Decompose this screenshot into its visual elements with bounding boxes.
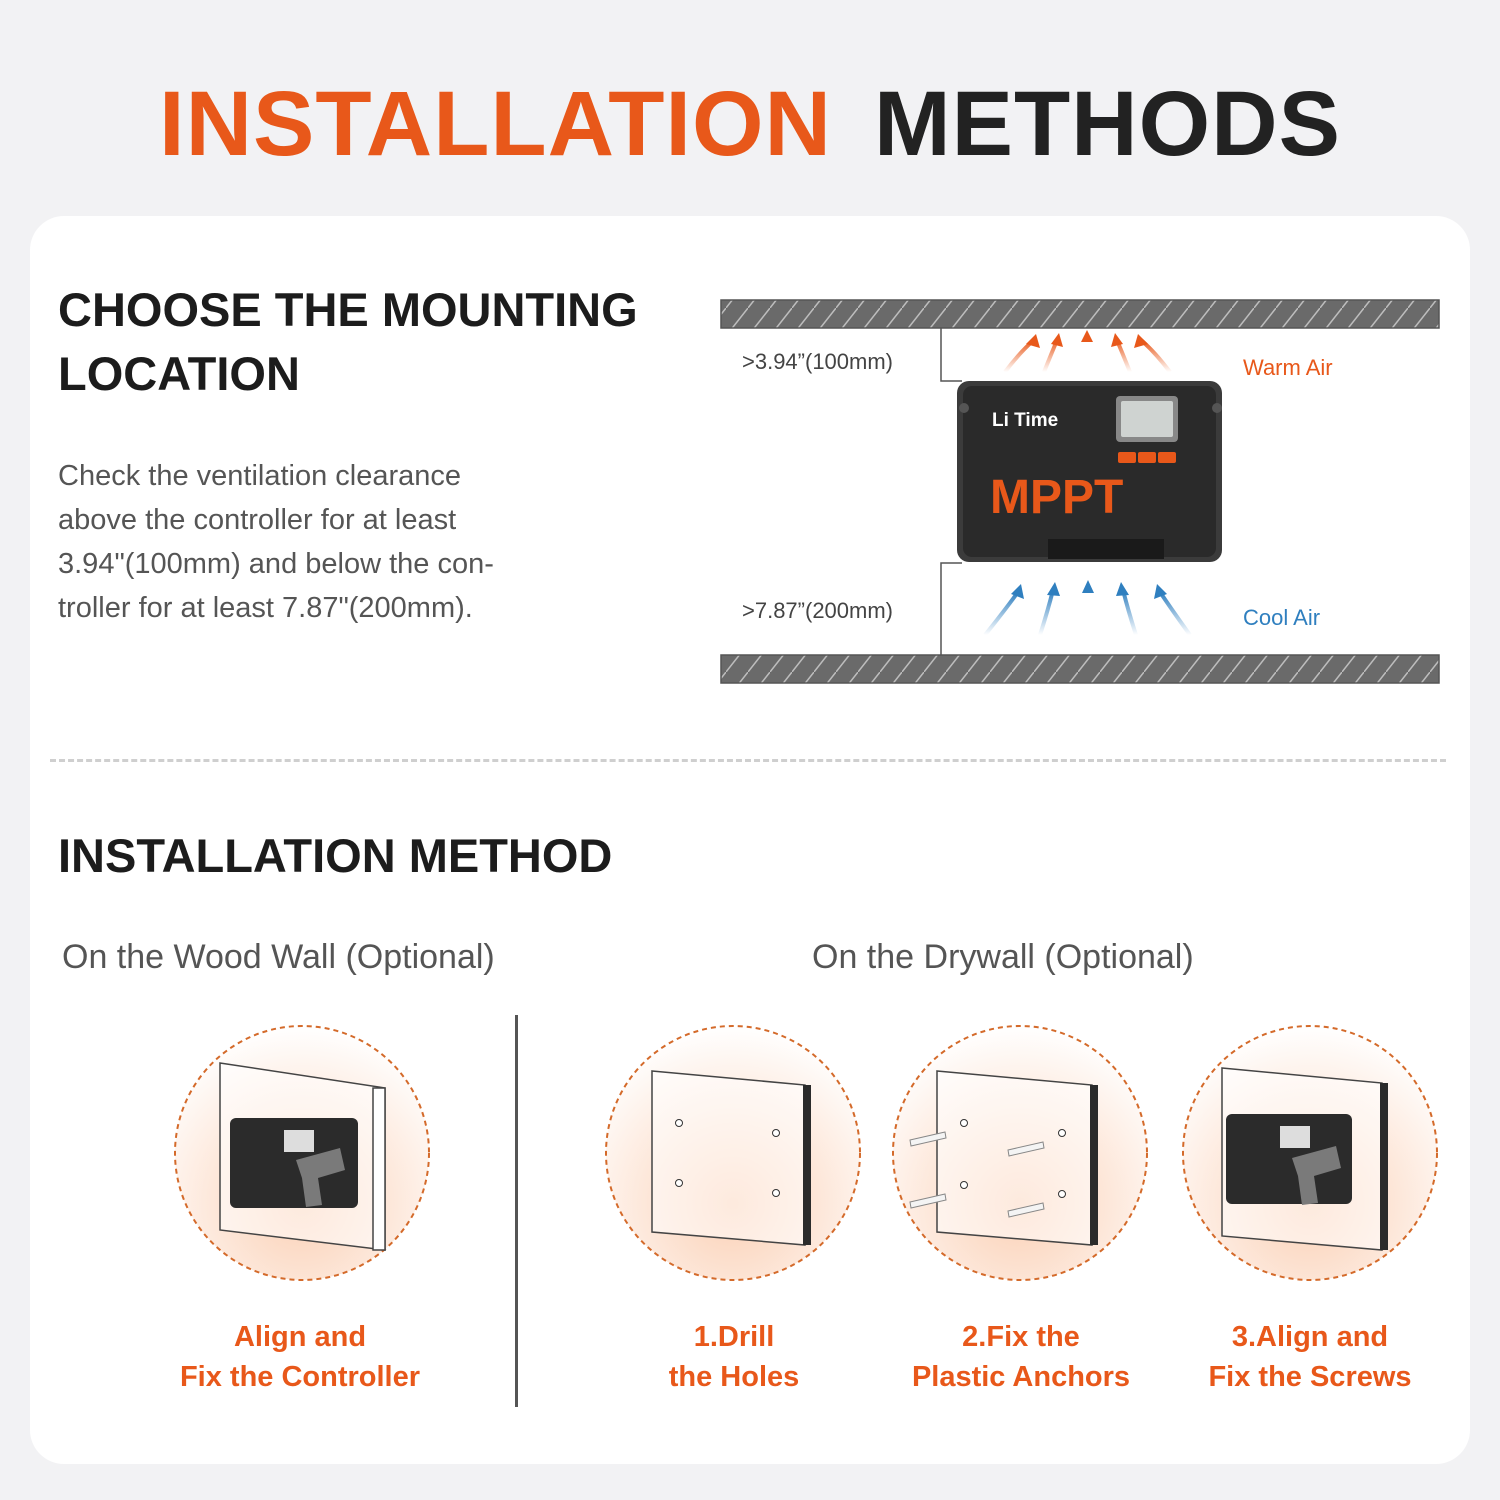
wood-wall-subheading: On the Wood Wall (Optional) xyxy=(62,938,495,976)
mounting-heading: CHOOSE THE MOUNTING LOCATION xyxy=(58,283,638,400)
step-caption-screws: 3.Align and Fix the Screws xyxy=(1208,1321,1412,1393)
bottom-clearance-label: >7.87”(200mm) xyxy=(742,598,894,623)
installation-heading: INSTALLATION METHOD xyxy=(58,829,613,882)
mounting-description: Check the ventilation clearance above the controller for at least 3.94"(100mm) and below the con- troller for at least 7.87"(200mm). xyxy=(58,460,494,624)
title-part2: METHODS xyxy=(873,73,1341,175)
cool-air-label: Cool Air xyxy=(1243,605,1321,630)
step-anchors-illustration xyxy=(893,1026,1147,1280)
drywall-subheading: On the Drywall (Optional) xyxy=(812,938,1194,976)
step-screws-illustration xyxy=(1183,1026,1437,1280)
step-caption-anchors: 2.Fix the Plastic Anchors xyxy=(911,1321,1131,1393)
title-part1: INSTALLATION xyxy=(159,73,832,175)
step-wood-align-illustration xyxy=(175,1026,429,1280)
step-caption-drill: 1.Drill the Holes xyxy=(668,1321,800,1393)
warm-air-label: Warm Air xyxy=(1243,355,1333,380)
controller-model: MPPT xyxy=(990,471,1124,524)
controller-brand: Li Time xyxy=(992,410,1059,431)
step-drill-illustration xyxy=(606,1026,860,1280)
step-caption-wood: Align and Fix the Controller xyxy=(179,1321,421,1393)
top-clearance-label: >3.94”(100mm) xyxy=(742,349,894,374)
